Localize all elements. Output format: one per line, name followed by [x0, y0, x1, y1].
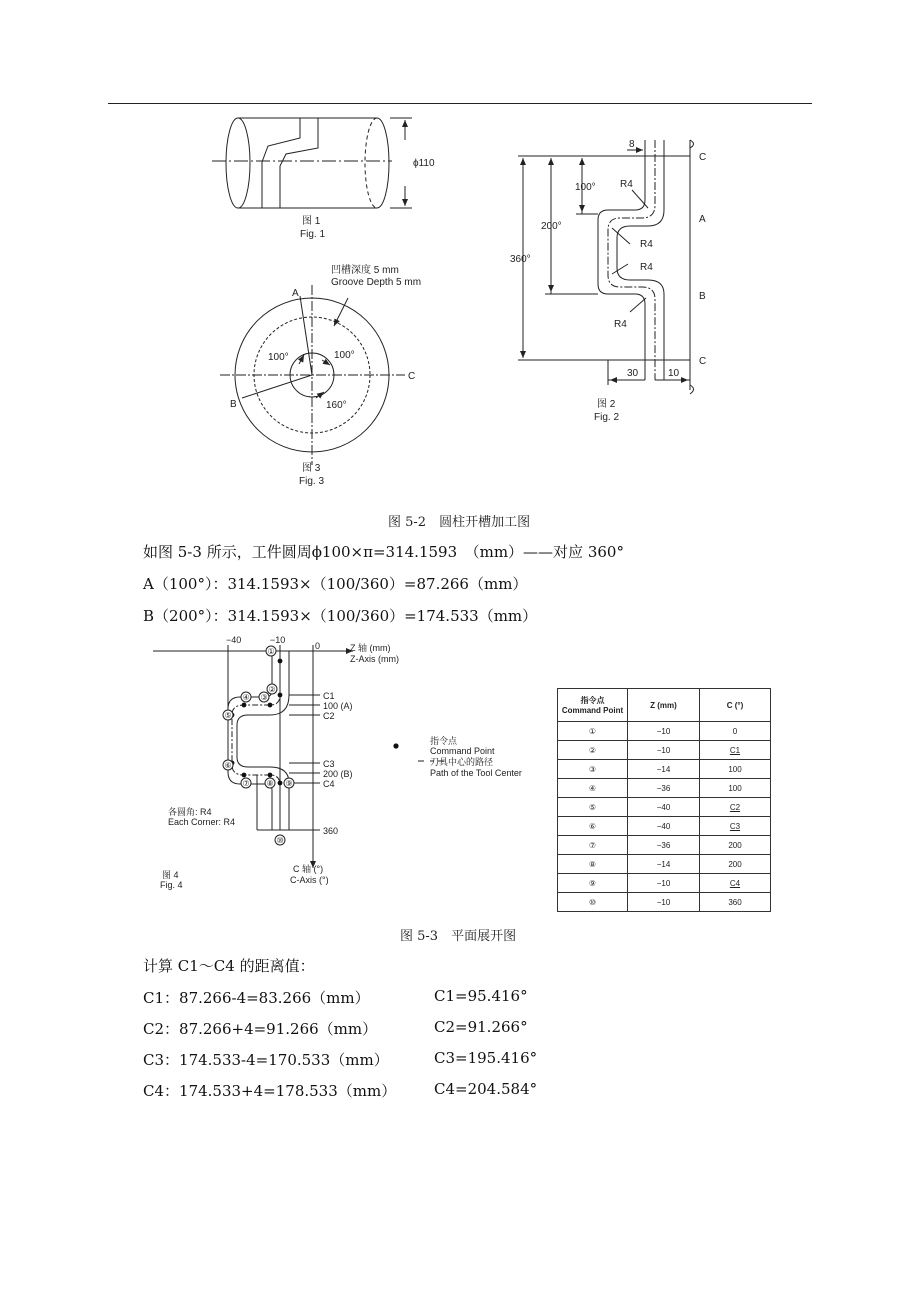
cell: ② [558, 741, 628, 760]
table-header-row [558, 689, 771, 722]
cell: ⑥ [558, 817, 628, 836]
cell: ③ [558, 760, 628, 779]
cell: ⑦ [558, 836, 628, 855]
fig2-dim-8: 8 [629, 139, 635, 150]
calc-title: 计算 C1～C4 的距离值： [143, 957, 315, 975]
calc-c3-right: C3=195.416° [434, 1049, 538, 1067]
para-circumference: 如图 5-3 所示，工件圆周ϕ100×π=314.1593 （mm）——对应 360° [143, 543, 624, 561]
fig4-label-en: Fig. 4 [160, 880, 183, 890]
cell: 100 [700, 760, 771, 779]
calc-c1-right: C1=95.416° [434, 987, 528, 1005]
cell: 0 [700, 722, 771, 741]
fig2-a: A [699, 214, 706, 225]
fig4-development [153, 645, 446, 868]
point-6: ⑥ [224, 761, 232, 770]
cell: −40 [628, 798, 700, 817]
fig4-legend-point-cn: 指令点 [430, 736, 458, 746]
cell-text: C2 [729, 802, 741, 812]
calc-c4-left: C4：174.533+4=178.533（mm） [143, 1082, 397, 1100]
cell: −14 [628, 760, 700, 779]
cell: 360 [700, 893, 771, 912]
cell-text: C3 [729, 821, 741, 831]
table-row [558, 874, 771, 893]
cell: −14 [628, 855, 700, 874]
calc-c4-right: C4=204.584° [434, 1080, 538, 1098]
fig2-dim-10: 10 [668, 368, 680, 379]
cell: ⑩ [558, 893, 628, 912]
table-row [558, 779, 771, 798]
calc-c1-left: C1：87.266-4=83.266（mm） [143, 989, 370, 1007]
fig4-c3: C3 [323, 759, 335, 769]
fig3-angle-left: 100° [268, 352, 289, 363]
fig1-label-en: Fig. 1 [300, 229, 326, 240]
fig1-cylinder [212, 118, 412, 208]
fig3-a: A [292, 288, 299, 299]
command-point-table [557, 688, 771, 912]
fig3-label-cn: 图 3 [302, 463, 321, 474]
cell: −10 [628, 722, 700, 741]
point-9: ⑨ [285, 779, 293, 788]
fig4-360: 360 [323, 826, 339, 836]
fig3-label-en: Fig. 3 [299, 476, 325, 487]
cell: ⑤ [558, 798, 628, 817]
cell [700, 798, 771, 817]
calc-c2-right: C2=91.266° [434, 1018, 528, 1036]
cell: −10 [628, 741, 700, 760]
table-header-c: C (°) [700, 689, 771, 722]
fig3-end-view [220, 285, 405, 465]
fig4-c-axis-en: C-Axis (°) [290, 875, 329, 885]
fig4-c2: C2 [323, 711, 335, 721]
point-3: ③ [260, 693, 268, 702]
para-a: A（100°）：314.1593×（100/360）=87.266（mm） [143, 575, 528, 593]
table-row [558, 760, 771, 779]
cell: ④ [558, 779, 628, 798]
table-row [558, 817, 771, 836]
point-7: ⑦ [242, 779, 250, 788]
fig4-c1: C1 [323, 691, 335, 701]
table-row [558, 741, 771, 760]
table-row [558, 893, 771, 912]
point-5: ⑤ [224, 711, 232, 720]
cell-text: C1 [729, 745, 741, 755]
fig4-command-points [230, 659, 399, 786]
fig2-r4-2: R4 [640, 239, 653, 250]
fig4-z-m10: −10 [270, 635, 286, 645]
fig2-dim-30: 30 [627, 368, 639, 379]
fig4-legend-point-en: Command Point [430, 746, 495, 756]
table-row [558, 855, 771, 874]
fig3-angle-bottom: 160° [326, 400, 347, 411]
fig2-r4-4: R4 [614, 319, 627, 330]
point-1: ① [267, 647, 275, 656]
fig4-c4: C4 [323, 779, 335, 789]
fig4-corner-en: Each Corner: R4 [168, 817, 236, 827]
fig4-200b: 200 (B) [323, 769, 353, 779]
cell: 200 [700, 836, 771, 855]
fig2-label-cn: 图 2 [597, 399, 616, 410]
cell: −10 [628, 874, 700, 893]
caption-fig-5-3: 图 5-3 平面展开图 [400, 929, 517, 944]
fig3-b: B [230, 399, 237, 410]
cell: −36 [628, 779, 700, 798]
fig2-development [518, 140, 694, 394]
table-header-point: 指令点 Command Point [558, 689, 628, 722]
cell-text: C4 [729, 878, 741, 888]
fig4-label-cn: 图 4 [162, 870, 179, 880]
fig4-corner-cn: 各圆角: R4 [168, 807, 212, 817]
cell: −36 [628, 836, 700, 855]
caption-fig-5-2: 图 5-2 圆柱开槽加工图 [388, 515, 531, 530]
fig2-dim-360: 360° [510, 254, 531, 265]
fig2-dim-200: 200° [541, 221, 562, 232]
cell [700, 741, 771, 760]
fig2-label-en: Fig. 2 [594, 412, 620, 423]
cell [700, 817, 771, 836]
fig4-z-axis-cn: Z 轴 (mm) [350, 643, 391, 653]
fig4-z-0: 0 [315, 641, 321, 651]
cell: ⑧ [558, 855, 628, 874]
fig4-legend-path-en: Path of the Tool Center [430, 768, 522, 778]
point-4: ④ [242, 693, 250, 702]
fig2-r4-3: R4 [640, 262, 653, 273]
table-row [558, 722, 771, 741]
calc-c2-left: C2：87.266+4=91.266（mm） [143, 1020, 378, 1038]
fig4-point-labels [223, 646, 294, 845]
point-10: ⑩ [276, 836, 284, 845]
fig4-100a: 100 (A) [323, 701, 353, 711]
fig2-b: B [699, 291, 706, 302]
fig2-r4-1: R4 [620, 179, 633, 190]
cell: 100 [700, 779, 771, 798]
table-row [558, 798, 771, 817]
fig4-z-m40: −40 [226, 635, 242, 645]
cell: 200 [700, 855, 771, 874]
calc-c3-left: C3：174.533-4=170.533（mm） [143, 1051, 389, 1069]
fig1-diameter: ϕ110 [413, 158, 435, 169]
fig3-angle-right: 100° [334, 350, 355, 361]
cell [700, 874, 771, 893]
fig3-c: C [408, 371, 416, 382]
cell: −10 [628, 893, 700, 912]
table-row [558, 836, 771, 855]
point-2: ② [268, 685, 276, 694]
fig3-groove-en: Groove Depth 5 mm [331, 277, 422, 288]
fig4-c-axis-cn: C 轴 (°) [293, 864, 324, 874]
fig2-dim-100: 100° [575, 182, 596, 193]
fig3-groove-cn: 凹槽深度 5 mm [331, 265, 399, 276]
cell: −40 [628, 817, 700, 836]
cell: ① [558, 722, 628, 741]
fig1-label-cn: 图 1 [302, 216, 321, 227]
fig4-legend-path-cn: 刀具中心的路径 [430, 757, 494, 767]
cell: ⑨ [558, 874, 628, 893]
table-header-z: Z (mm) [628, 689, 700, 722]
fig2-c-bottom: C [699, 356, 707, 367]
para-b: B（200°）：314.1593×（100/360）=174.533（mm） [143, 607, 538, 625]
fig2-c-top: C [699, 152, 707, 163]
point-8: ⑧ [266, 779, 274, 788]
fig4-z-axis-en: Z-Axis (mm) [350, 654, 399, 664]
